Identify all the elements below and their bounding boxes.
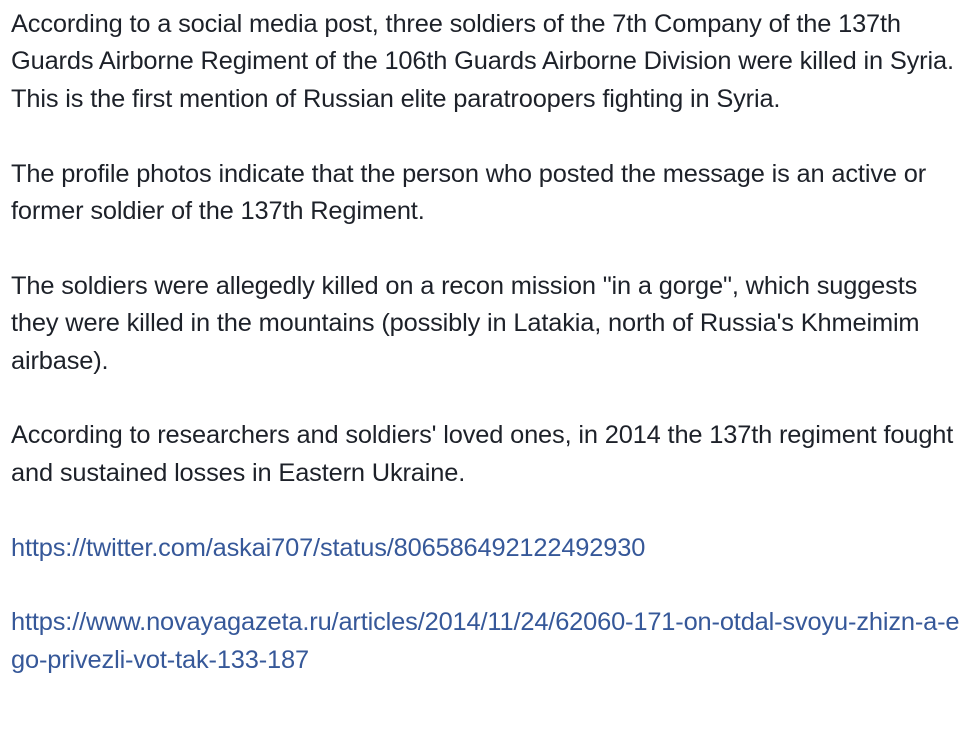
post-link-novayagazeta-wrapper <box>11 604 966 679</box>
post-paragraph-4: According to researchers and soldiers' loved ones, in 2014 the 137th regiment fought and sustained losses in Eastern Ukraine. <box>11 421 954 487</box>
post-body <box>11 6 966 679</box>
post-paragraph-1: According to a social media post, three soldiers of the 7th Company of the 137th Guards Airborne Regiment of the 106th Guards Airborne Division were killed in Syria. This is the first mention of Russian elite paratroopers fighting in Syria. <box>11 10 954 113</box>
post-link-twitter-wrapper <box>11 530 966 567</box>
post-paragraph-2: The profile photos indicate that the person who posted the message is an active or former soldier of the 137th Regiment. <box>11 159 927 226</box>
post-paragraph-3: The soldiers were allegedly killed on a recon mission "in a gorge", which suggests they were killed in the mountains (possibly in Latakia, north of Russia's Khmeimim airbase). <box>11 271 920 375</box>
post-link-twitter[interactable]: https://twitter.com/askai707/status/806586492122492930 <box>11 533 646 562</box>
post-link-novayagazeta[interactable]: https://www.novayagazeta.ru/articles/2014/11/24/62060-171-on-otdal-svoyu-zhizn-a-ego-privezli-vot-tak-133-187 <box>11 608 960 674</box>
